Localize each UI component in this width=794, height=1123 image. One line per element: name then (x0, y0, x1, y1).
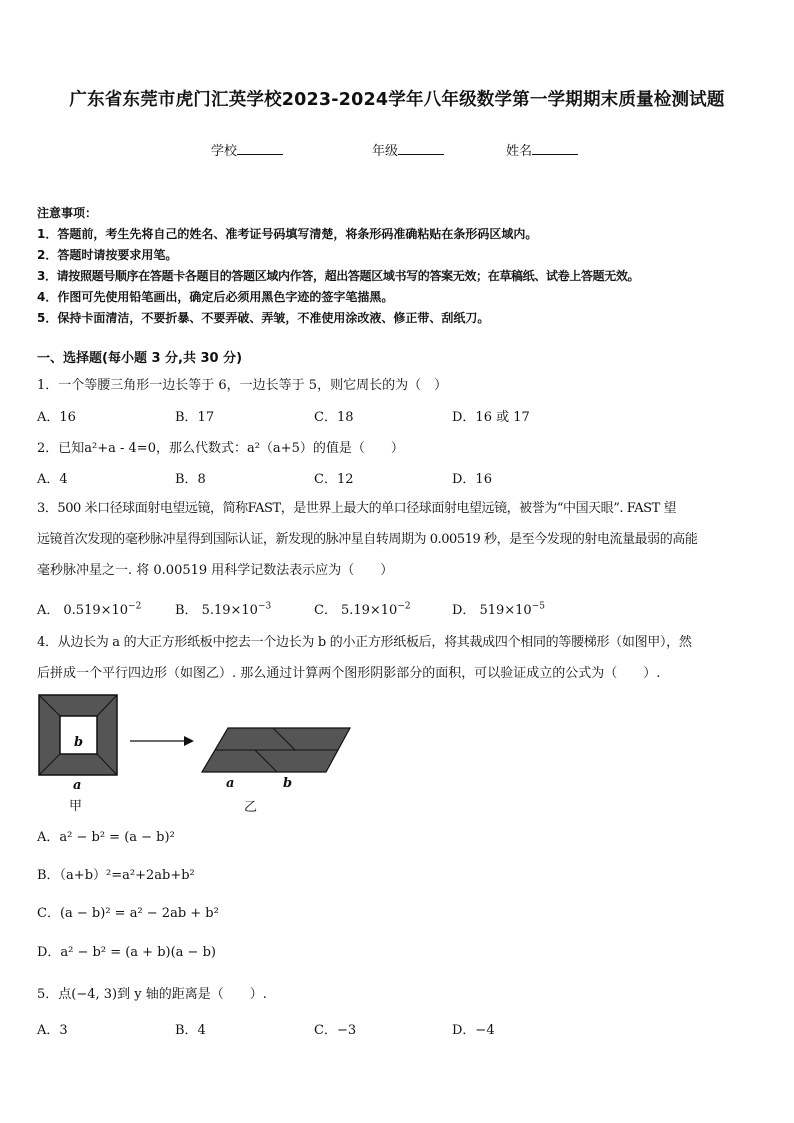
q4-option-c[interactable]: C．(a − b)² = a² − 2ab + b² (37, 906, 219, 921)
q3-line-2: 远镜首次发现的毫秒脉冲星得到国际认证，新发现的脉冲星自转周期为 0.00519 秒，是至今发现的射电流量最弱的高能 (37, 532, 698, 547)
fig-yi-label-a: a (226, 776, 235, 791)
q3-line-1: 3．500 米口径球面射电望远镜，简称FAST，是世界上最大的单口径球面射电望远镜，被誉为“中国天眼”. FAST 望 (37, 501, 677, 516)
school-field[interactable] (211, 140, 283, 159)
fig-label-b: b (74, 735, 84, 750)
parallelogram-diagram (200, 726, 352, 774)
question-4-stem (37, 627, 759, 689)
q5-option-b[interactable]: B．4 (175, 1023, 206, 1038)
q2-option-a[interactable]: A．4 (37, 472, 68, 487)
school-label: 学校 (211, 144, 238, 159)
q2-option-c[interactable]: C．12 (314, 472, 354, 487)
arrow-right-icon (128, 734, 196, 748)
fig-label-a: a (73, 778, 82, 793)
q5-option-d[interactable]: D．−4 (452, 1023, 495, 1038)
section-title: 一、选择题(每小题 3 分,共 30 分) (37, 351, 243, 366)
q5-option-a[interactable]: A．3 (37, 1023, 68, 1038)
q4-line-2: 后拼成一个平行四边形（如图乙）. 那么通过计算两个图形阴影部分的面积，可以验证成立的公式为（ ）. (37, 666, 661, 681)
name-field[interactable] (506, 140, 578, 159)
grade-label: 年级 (372, 144, 399, 159)
q4-line-1: 4．从边长为 a 的大正方形纸板中挖去一个边长为 b 的小正方形纸板后，将其裁成四个相同的等腰梯形（如图甲），然 (37, 635, 692, 650)
question-3-stem (37, 493, 759, 586)
exam-title: 广东省东莞市虎门汇英学校2023-2024学年八年级数学第一学期期末质量检测试题 (69, 90, 725, 110)
grade-field[interactable] (372, 140, 444, 159)
fig-caption-jia: 甲 (69, 799, 83, 814)
grade-blank[interactable] (398, 142, 444, 155)
question-5-stem: 5．点(−4, 3)到 y 轴的距离是（ ）. (37, 987, 267, 1002)
q3-option-b[interactable]: B． $5.19\times 10^{-3}$ (175, 601, 272, 618)
school-blank[interactable] (237, 142, 283, 155)
figure-jia (38, 694, 118, 814)
fig-caption-yi: 乙 (244, 800, 258, 815)
q4-option-b[interactable]: B．（a+b）²=a²+2ab+b² (37, 868, 195, 883)
name-label: 姓名 (506, 144, 533, 159)
notes-heading: 注意事项： (37, 206, 98, 220)
q1-option-a[interactable]: A．16 (37, 410, 76, 425)
question-2-stem: 2．已知a²+a - 4=0，那么代数式：a²（a+5）的值是（ ） (37, 441, 404, 456)
q3-option-c[interactable]: C． $5.19\times 10^{-2}$ (314, 601, 411, 618)
note-item: 5．保持卡面清洁，不要折暴、不要弄破、弄皱，不准使用涂改液、修正带、刮纸刀。 (37, 311, 490, 325)
name-blank[interactable] (532, 142, 578, 155)
q3-option-d[interactable]: D． $519\times 10^{-5}$ (452, 601, 545, 618)
q2-option-d[interactable]: D．16 (452, 472, 492, 487)
note-item: 4．作图可先使用铅笔画出，确定后必须用黑色字迹的签字笔描黑。 (37, 290, 394, 304)
q2-option-b[interactable]: B．8 (175, 472, 206, 487)
q1-option-b[interactable]: B．17 (175, 410, 215, 425)
q4-option-a[interactable]: A．a² − b² = (a − b)² (37, 830, 175, 845)
notes-block (37, 203, 767, 329)
figure-yi (200, 726, 355, 818)
question-1-stem: 1．一个等腰三角形一边长等于 6，一边长等于 5，则它周长的为（ ） (37, 378, 448, 393)
q5-option-c[interactable]: C．−3 (314, 1023, 357, 1038)
note-item: 3．请按照题号顺序在答题卡各题目的答题区域内作答，超出答题区域书写的答案无效；在草稿纸、试卷上答题无效。 (37, 269, 640, 283)
note-item: 2．答题时请按要求用笔。 (37, 248, 178, 262)
q4-option-d[interactable]: D．a² − b² = (a + b)(a − b) (37, 945, 216, 960)
q3-option-a[interactable]: A． $0.519\times 10^{-2}$ (37, 601, 142, 618)
q1-option-c[interactable]: C．18 (314, 410, 354, 425)
fig-yi-label-b: b (283, 776, 293, 791)
q3-line-3: 毫秒脉冲星之一. 将 0.00519 用科学记数法表示应为（ ） (37, 563, 394, 578)
q1-option-d[interactable]: D．16 或 17 (452, 410, 530, 425)
note-item: 1．答题前，考生先将自己的姓名、准考证号码填写清楚，将条形码准确粘贴在条形码区域内。 (37, 227, 538, 241)
